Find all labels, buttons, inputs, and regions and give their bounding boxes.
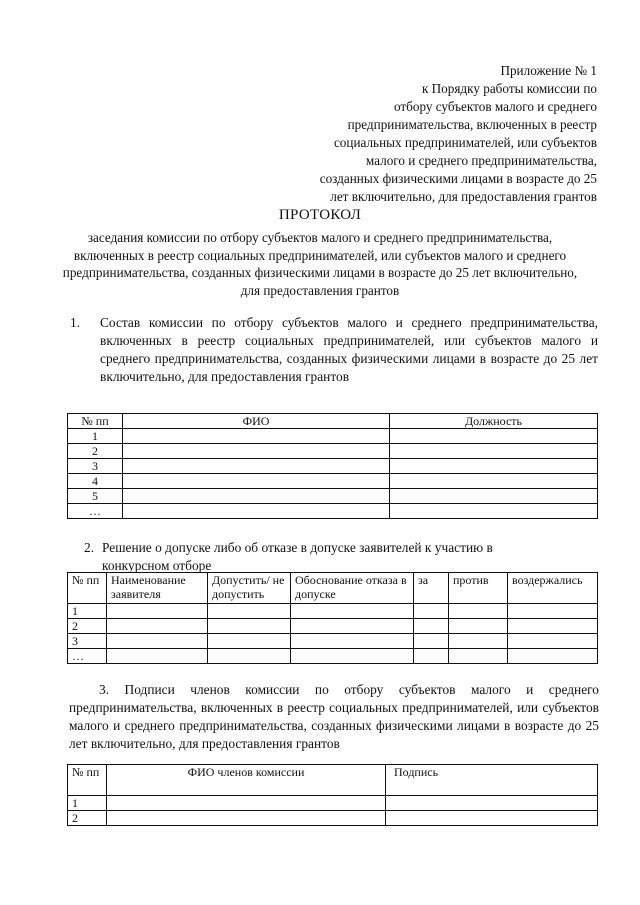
appendix-line: социальных предпринимателей, или субъектов <box>333 135 597 150</box>
table-row <box>68 444 598 459</box>
commission-members-table <box>67 413 598 519</box>
table-header-row <box>68 573 598 604</box>
cell <box>291 634 414 649</box>
cell <box>449 619 508 634</box>
col-number-header: № пп <box>68 765 107 796</box>
cell <box>208 634 291 649</box>
section-3 <box>69 681 599 753</box>
table-row <box>68 634 598 649</box>
fio-cell <box>123 429 390 444</box>
cell <box>449 649 508 664</box>
cell <box>449 604 508 619</box>
row-number: 1 <box>68 796 107 811</box>
section-3-number: 3. <box>99 682 110 697</box>
fio-cell <box>123 504 390 519</box>
row-number: … <box>68 649 107 664</box>
appendix-line: созданных физическими лицами в возрасте до 25 <box>319 171 597 186</box>
section-1-number: 1. <box>70 315 81 330</box>
fio-cell <box>107 796 386 811</box>
table-row <box>68 489 598 504</box>
position-cell <box>390 459 598 474</box>
appendix-header <box>267 62 597 206</box>
table-header-row <box>68 414 598 429</box>
section-2-text: Решение о допуске либо об отказе в допуске заявителей к участию в конкурсном отборе <box>102 540 493 573</box>
col-abstain-header: воздержались <box>508 573 598 604</box>
col-fio-header: ФИО <box>123 414 390 429</box>
row-number: 1 <box>68 429 123 444</box>
col-fio-header: ФИО членов комиссии <box>107 765 386 796</box>
cell <box>208 604 291 619</box>
section-1-text: Состав комиссии по отбору субъектов малого и среднего предпринимательства, включенных в реестр социальных предпринимателей, или субъектов малого и среднего предпринимательства, созданных физическими лицами в возрасте до 25 лет включительно, для предоставления грантов <box>100 315 598 384</box>
appendix-line: предпринимательства, включенных в реестр <box>347 117 597 132</box>
fio-cell <box>107 811 386 826</box>
position-cell <box>390 444 598 459</box>
signature-cell <box>386 796 598 811</box>
position-cell <box>390 474 598 489</box>
cell <box>508 619 598 634</box>
cell <box>291 604 414 619</box>
cell <box>291 619 414 634</box>
admission-decision-table <box>67 572 598 664</box>
col-applicant-header: Наименование заявителя <box>107 573 208 604</box>
document-title: ПРОТОКОЛ <box>278 207 362 223</box>
cell <box>107 649 208 664</box>
row-number: 1 <box>68 604 107 619</box>
cell <box>508 634 598 649</box>
signatures-table <box>67 764 598 826</box>
cell <box>208 619 291 634</box>
appendix-line: малого и среднего предпринимательства, <box>365 153 597 168</box>
fio-cell <box>123 489 390 504</box>
section-3-body: Подписи членов комиссии по отбору субъектов малого и среднего предпринимательства, включенных в реестр социальных предпринимателей, или субъектов малого и среднего предпринимательства, созданных физическими лицами в возрасте до 25 лет включительно, для предоставления грантов <box>69 682 599 751</box>
appendix-line: Приложение № 1 <box>500 63 597 78</box>
position-cell <box>390 504 598 519</box>
col-for-header: за <box>414 573 449 604</box>
section-2-number: 2. <box>84 540 95 555</box>
table-row <box>68 619 598 634</box>
table-row <box>68 604 598 619</box>
cell <box>508 604 598 619</box>
row-number: … <box>68 504 123 519</box>
cell <box>449 634 508 649</box>
col-number-header: № пп <box>68 414 123 429</box>
appendix-line: лет включительно, для предоставления грантов <box>330 189 597 204</box>
col-signature-header: Подпись <box>386 765 598 796</box>
row-number: 2 <box>68 811 107 826</box>
table-row <box>68 474 598 489</box>
row-number: 5 <box>68 489 123 504</box>
table-row <box>68 649 598 664</box>
table-row <box>68 429 598 444</box>
cell <box>414 619 449 634</box>
row-number: 3 <box>68 634 107 649</box>
document-subtitle: заседания комиссии по отбору субъектов малого и среднего предпринимательства, включенных в реестр социальных предпринимателей, или субъектов малого и среднего предпринимательства, созданных физическими лицами в возрасте до 25 лет включительно, для предоставления грантов <box>62 230 578 298</box>
cell <box>414 649 449 664</box>
cell <box>414 634 449 649</box>
signature-cell <box>386 811 598 826</box>
row-number: 3 <box>68 459 123 474</box>
appendix-line: отбору субъектов малого и среднего <box>393 99 597 114</box>
cell <box>508 649 598 664</box>
table-row <box>68 796 598 811</box>
appendix-line: к Порядку работы комиссии по <box>421 81 597 96</box>
fio-cell <box>123 474 390 489</box>
fio-cell <box>123 459 390 474</box>
position-cell <box>390 429 598 444</box>
section-3-text <box>69 681 599 753</box>
cell <box>107 619 208 634</box>
cell <box>208 649 291 664</box>
cell <box>107 634 208 649</box>
table-row <box>68 504 598 519</box>
row-number: 2 <box>68 619 107 634</box>
table-header-row <box>68 765 598 796</box>
col-against-header: против <box>449 573 508 604</box>
row-number: 4 <box>68 474 123 489</box>
row-number: 2 <box>68 444 123 459</box>
col-position-header: Должность <box>390 414 598 429</box>
cell <box>414 604 449 619</box>
section-1 <box>70 314 598 386</box>
cell <box>107 604 208 619</box>
cell <box>291 649 414 664</box>
col-reason-header: Обоснование отказа в допуске <box>291 573 414 604</box>
fio-cell <box>123 444 390 459</box>
position-cell <box>390 489 598 504</box>
table-row <box>68 459 598 474</box>
col-admit-header: Допустить/ не допустить <box>208 573 291 604</box>
section-2 <box>84 539 554 575</box>
table-row <box>68 811 598 826</box>
col-number-header: № пп <box>68 573 107 604</box>
